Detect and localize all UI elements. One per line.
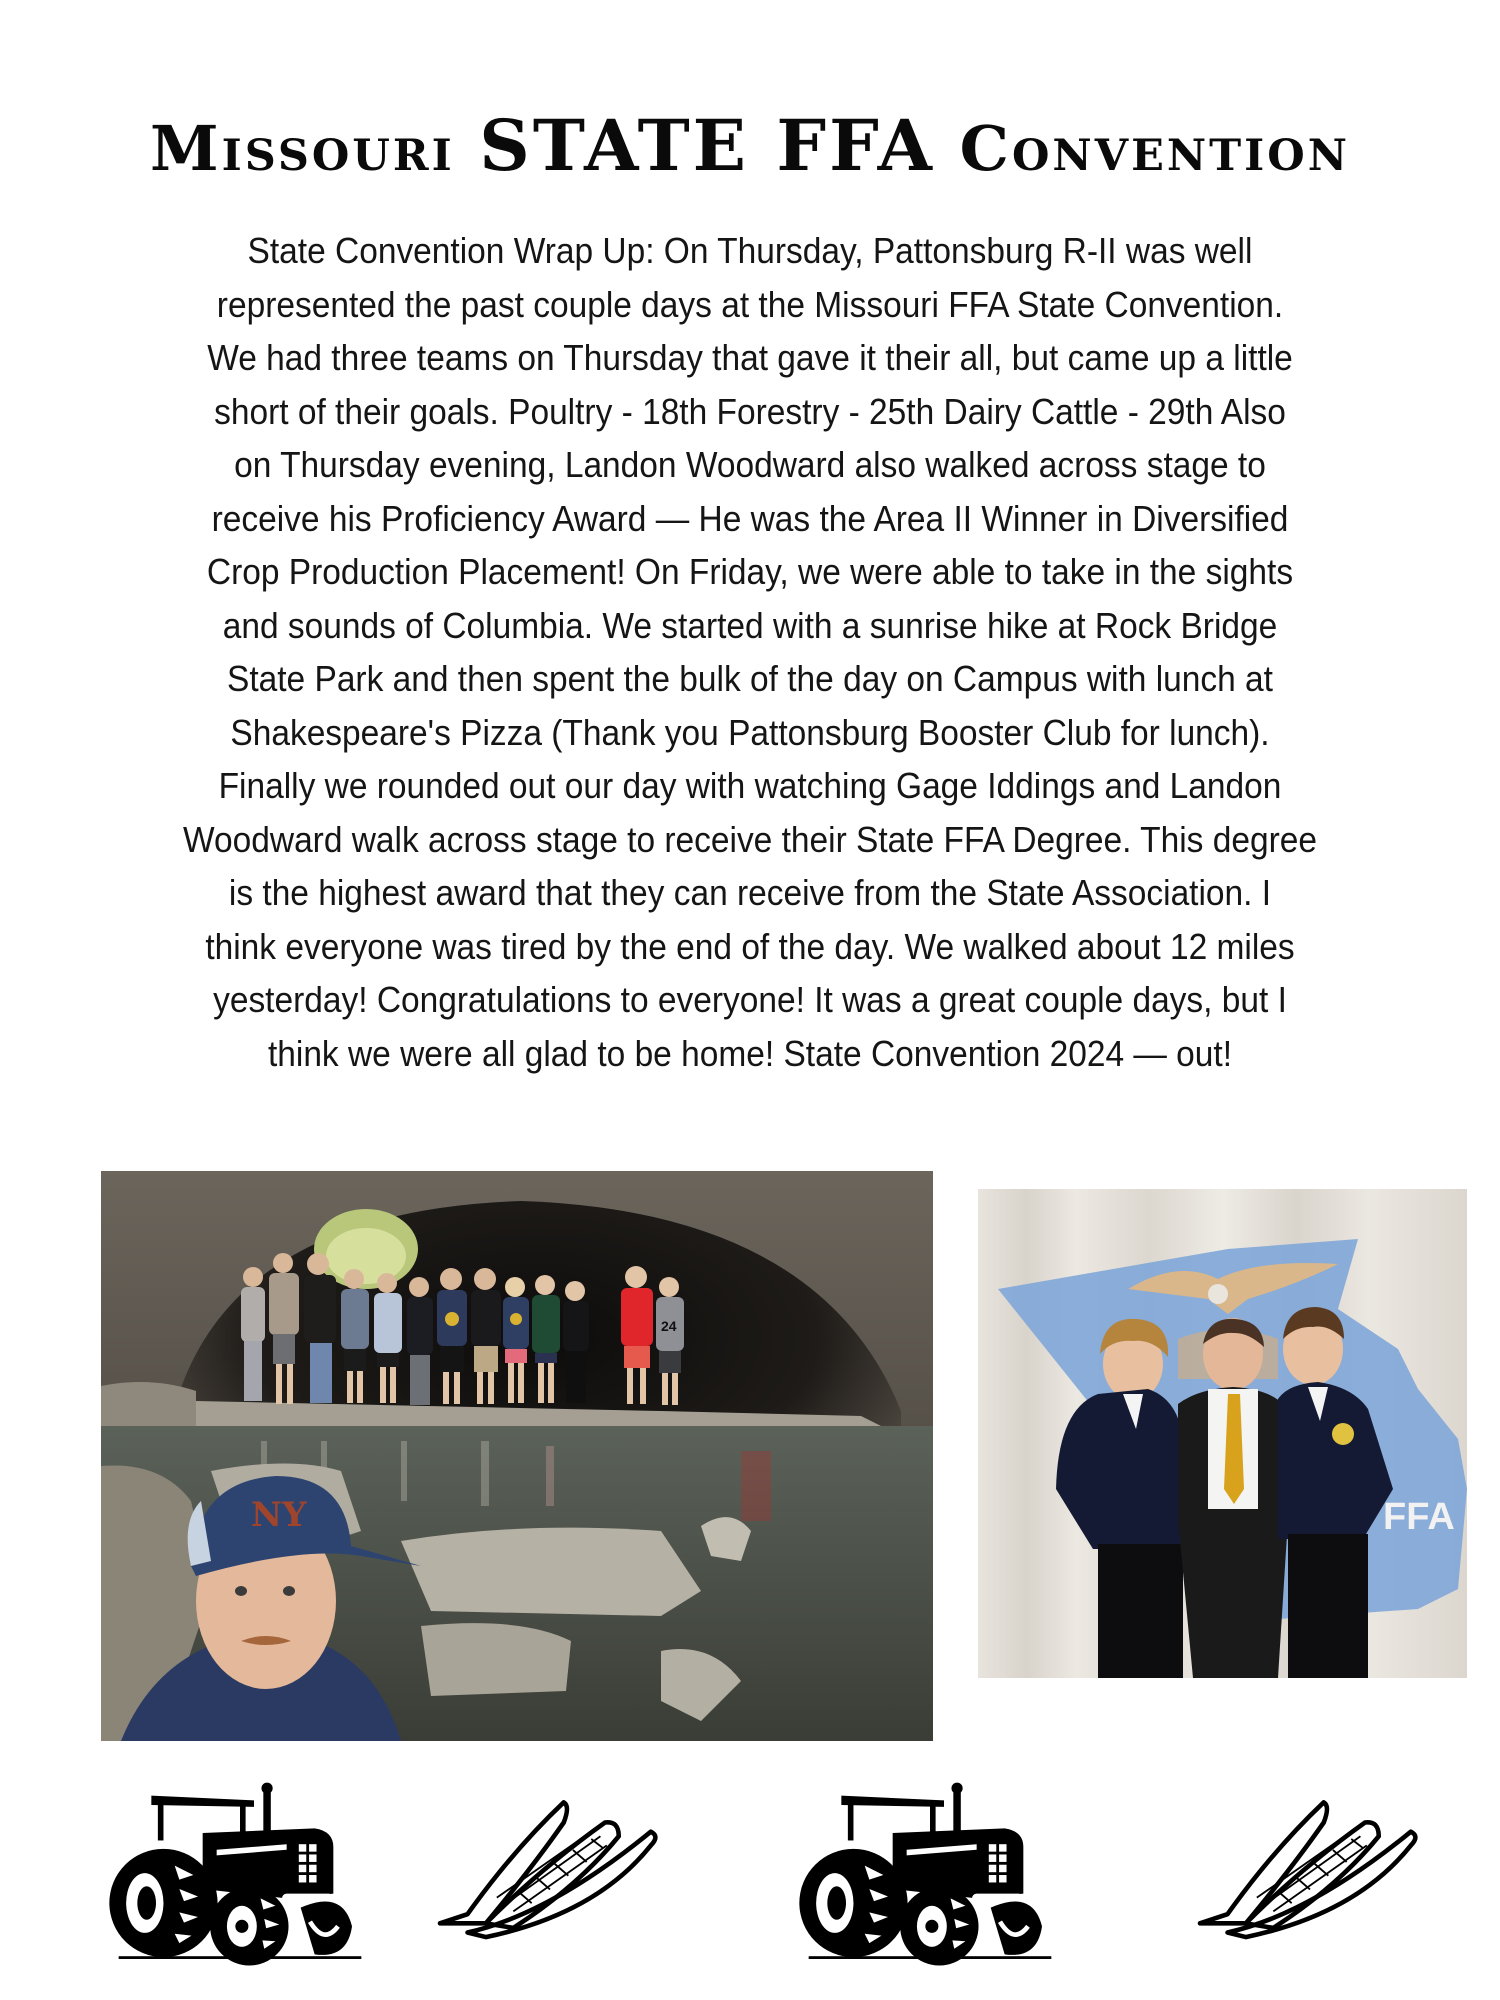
corn-icon: [1185, 1795, 1435, 1960]
article-line: is the highest award that they can receive from the State Association. I: [228, 872, 1272, 913]
article-line: Crop Production Placement! On Friday, we were able to take in the sights: [206, 551, 1294, 592]
article-line: think we were all glad to be home! State Convention 2024 — out!: [267, 1032, 1233, 1074]
article-line: State Park and then spent the bulk of the day on Campus with lunch at: [227, 658, 1273, 699]
tractor-icon: [790, 1775, 1070, 1975]
article-line: think everyone was tired by the end of the day. We walked about 12 miles: [205, 925, 1295, 967]
article-body: [90, 224, 1411, 1080]
tractor-icon: [790, 1775, 1070, 1975]
svg-text:24: 24: [661, 1318, 677, 1334]
article-line: on Thursday evening, Landon Woodward also walked across stage to: [234, 444, 1266, 485]
article-line: represented the past couple days at the Missouri FFA State Convention.: [216, 283, 1284, 325]
article-line: State Convention Wrap Up: On Thursday, Pattonsburg R-II was well: [247, 230, 1253, 271]
svg-text:NY: NY: [251, 1495, 307, 1535]
article-line: short of their goals. Poultry - 18th Forestry - 25th Dairy Cattle - 29th Also: [214, 390, 1286, 432]
svg-text:FFA: FFA: [1383, 1496, 1455, 1538]
corn-icon: [1185, 1795, 1435, 1960]
ffa-banner-scene: [978, 1189, 1467, 1678]
article-line: receive his Proficiency Award — He was the Area II Winner in Diversified: [211, 497, 1289, 539]
page-title: [0, 103, 1500, 189]
corn-icon: [425, 1795, 675, 1960]
tractor-icon: [100, 1775, 380, 1975]
title-word-convention: Convention: [959, 111, 1351, 185]
group-selfie-cave-photo: [101, 1171, 933, 1741]
tractor-icon: [100, 1775, 380, 1975]
article-line: We had three teams on Thursday that gave it their all, but came up a little: [207, 337, 1293, 378]
title-word-missouri: Missouri: [149, 111, 455, 185]
cave-scene: [101, 1171, 933, 1741]
corn-icon: [425, 1795, 675, 1960]
article-line: yesterday! Congratulations to everyone! It was a great couple days, but I: [213, 979, 1287, 1020]
article-line: and sounds of Columbia. We started with a sunrise hike at Rock Bridge: [222, 604, 1278, 646]
state-degree-photo: [978, 1189, 1467, 1678]
article-line: Shakespeare's Pizza (Thank you Pattonsburg Booster Club for lunch).: [230, 711, 1270, 753]
article-line: Finally we rounded out our day with watching Gage Iddings and Landon: [218, 765, 1282, 806]
title-word-state-ffa: STATE FFA: [479, 103, 935, 187]
article-line: Woodward walk across stage to receive their State FFA Degree. This degree: [183, 818, 1317, 860]
